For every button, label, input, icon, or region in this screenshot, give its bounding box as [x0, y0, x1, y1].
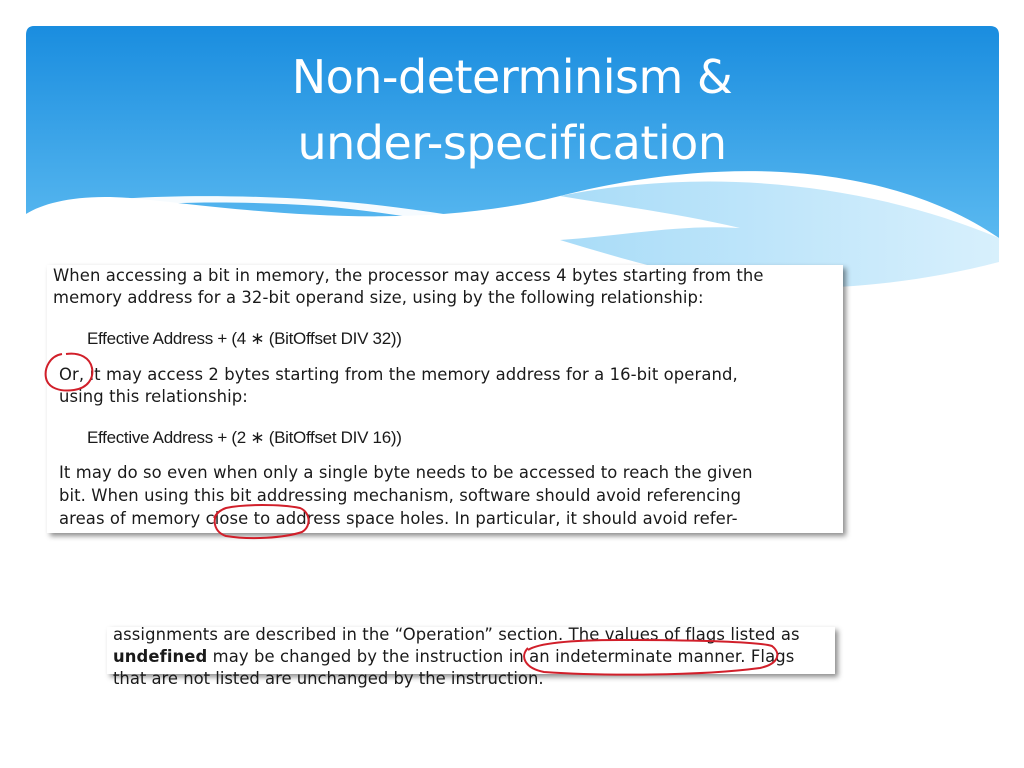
slide-title-line1: Non-determinism &: [291, 50, 733, 104]
formula-16bit: Effective Address + (2 ∗ (BitOffset DIV 16)): [87, 428, 402, 447]
slide-title-line2: under-specification: [297, 116, 727, 170]
excerpt-line: It may do so even when only a single byte needs to be accessed to reach the given: [59, 463, 753, 482]
excerpt-line-rest: may be changed by the instruction in an indeterminate manner. Flags: [207, 647, 795, 666]
excerpt-line: When accessing a bit in memory, the processor may access 4 bytes starting from the: [53, 266, 764, 285]
excerpt-line: areas of memory close to address space holes. In particular, it should avoid refer-: [59, 509, 738, 528]
manual-excerpt-bit-addressing: [47, 265, 843, 533]
excerpt-cut-line: that are not listed are unchanged by the instruction.: [113, 669, 544, 688]
excerpt-line: using this relationship:: [59, 387, 248, 406]
manual-excerpt-flags: [107, 625, 835, 688]
excerpt-line: assignments are described in the “Operation” section. The values of flags listed as: [113, 625, 800, 644]
excerpt-line: memory address for a 32-bit operand size, using by the following relationship:: [53, 288, 704, 307]
slide-title: [0, 44, 1024, 176]
slide-header: [0, 0, 1024, 300]
excerpt-line: [113, 646, 794, 668]
excerpt-line: bit. When using this bit addressing mechanism, software should avoid referencing: [59, 486, 742, 505]
formula-32bit: Effective Address + (4 ∗ (BitOffset DIV 32)): [87, 329, 402, 348]
undefined-keyword: undefined: [113, 647, 208, 666]
excerpt-line: Or, it may access 2 bytes starting from the memory address for a 16-bit operand,: [59, 365, 738, 384]
